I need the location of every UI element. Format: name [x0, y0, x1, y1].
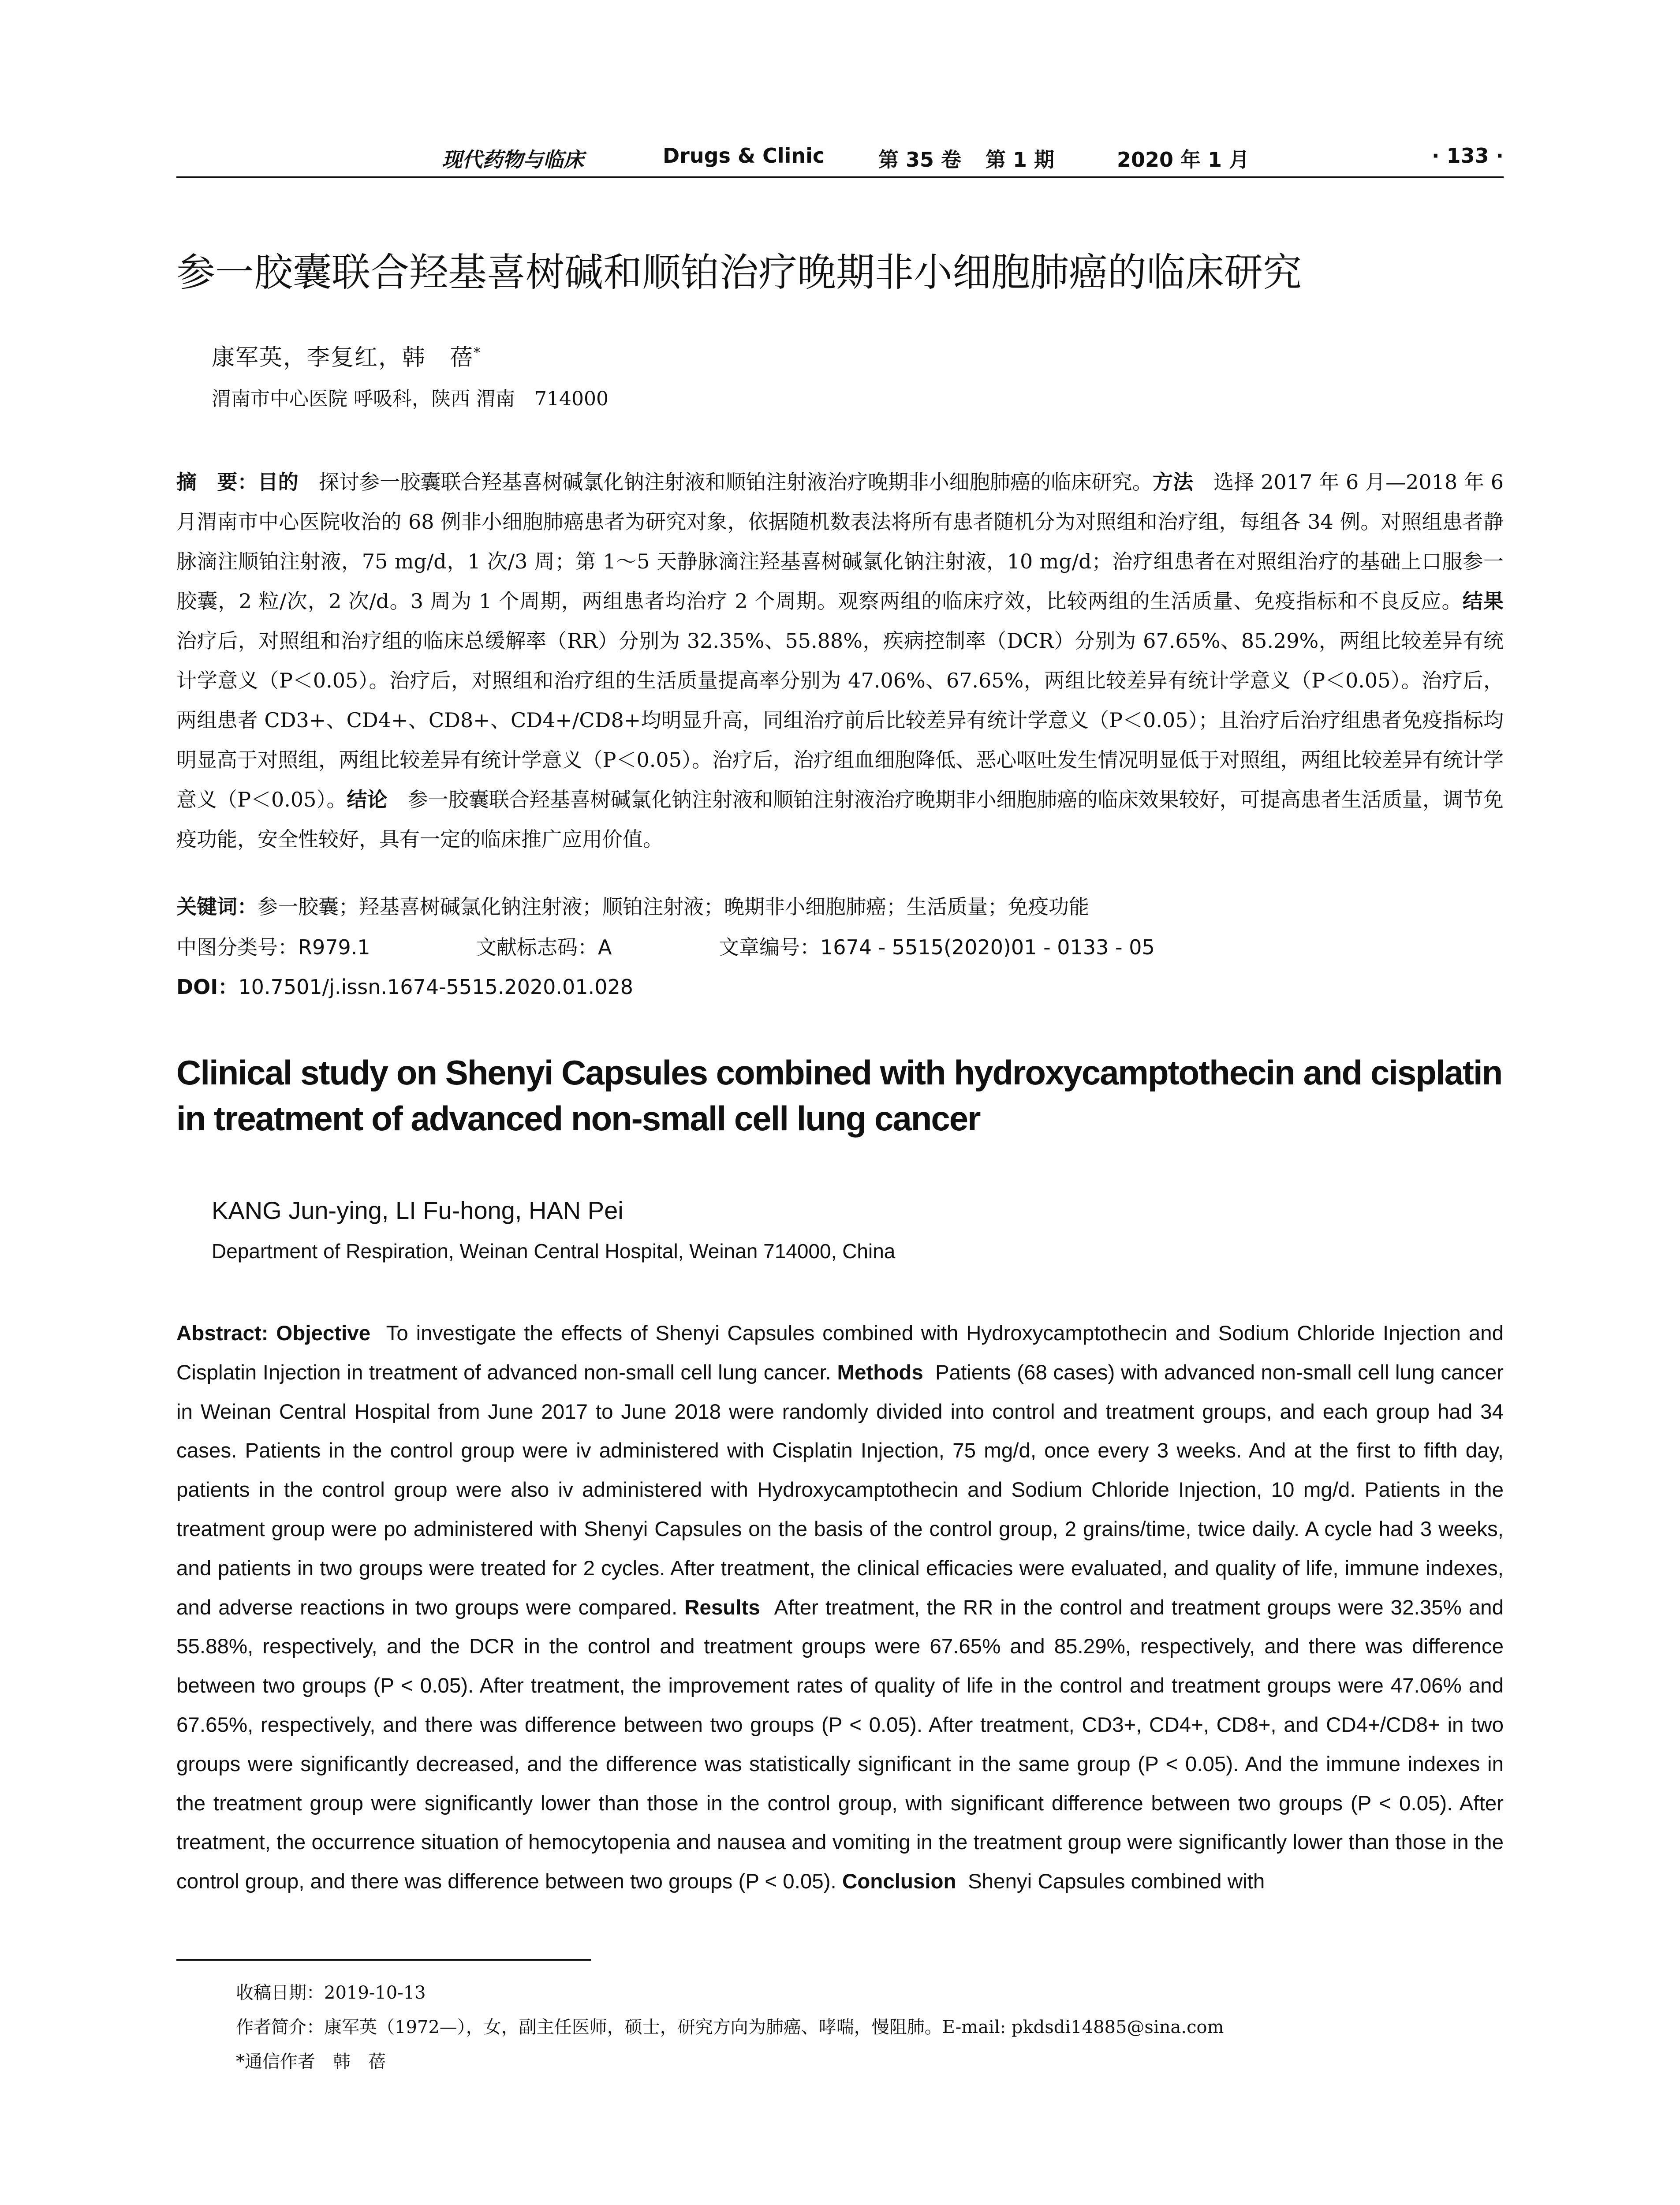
doi-label: DOI：: [176, 975, 239, 999]
conclusion-cn-text: 参一胶囊联合羟基喜树碱氯化钠注射液和顺铂注射液治疗晚期非小细胞肺癌的临床效果较好，可提高患者生活质量，调节免疫功能，安全性较好，具有一定的临床推广应用价值。: [176, 788, 1504, 851]
running-header: [176, 140, 1504, 176]
corresponding-mark: *: [474, 345, 482, 361]
authors-cn-names: 康军英，李复红，韩 蓓: [212, 344, 474, 371]
results-en-label: Results: [684, 1596, 760, 1619]
header-rule: [176, 176, 1504, 178]
authors-cn: [212, 339, 481, 372]
conclusion-en-text: Shenyi Capsules combined with: [967, 1870, 1265, 1894]
clc-number: 中图分类号：R979.1: [176, 935, 370, 959]
results-cn-text: 治疗后，对照组和治疗组的临床总缓解率（RR）分别为 32.35%、55.88%，疾病控制率（DCR）分别为 67.65%、85.29%，两组比较差异有统计学意义（P＜0.05）。治疗后，对照组和治疗组的生活质量提高率分别为 47.06%、67.65%，两组比较差异有统计学意义（P＜0.05）。治疗后，两组患者 CD3+、CD4+、CD8+、CD4+/CD8+均明显升高，同组治疗前后比较差异有统计学意义（P＜0.05）；且治疗后治疗组患者免疫指标均明显高于对照组，两组比较差异有统计学意义（P＜0.05）。治疗后，治疗组血细胞降低、恶心呕吐发生情况明显低于对照组，两组比较差异有统计学意义（P＜0.05）。: [176, 629, 1504, 811]
footnotes: [236, 1976, 1224, 2079]
doi: [176, 971, 633, 1000]
methods-cn-text: 选择 2017 年 6 月—2018 年 6 月渭南市中心医院收治的 68 例非小细胞肺癌患者为研究对象，依据随机数表法将所有患者随机分为对照组和治疗组，每组各 34 例。对照组患者静脉滴注顺铂注射液，75 mg/d，1 次/3 周；第 1～5 天静脉滴注羟基喜树碱氯化钠注射液，10 mg/d；治疗组患者在对照组治疗的基础上口服参一胶囊，2 粒/次，2 次/d。3 周为 1 个周期，两组患者均治疗 2 个周期。观察两组的临床疗效，比较两组的生活质量、免疫指标和不良反应。: [176, 470, 1504, 613]
keywords-cn: [176, 891, 1504, 920]
conclusion-en-label: Conclusion: [842, 1870, 956, 1894]
volume: 第 35 卷: [878, 148, 962, 172]
affiliation-en: Department of Respiration, Weinan Central Hospital, Weinan 714000, China: [212, 1240, 896, 1263]
issue: 第 1 期: [986, 148, 1055, 172]
affiliation-cn: 渭南市中心医院 呼吸科，陕西 渭南 714000: [212, 388, 609, 410]
abstract-cn-label: 摘 要：: [176, 470, 258, 494]
issue-date: 2020 年 1 月: [1117, 148, 1250, 172]
footnote-rule: [176, 1959, 591, 1961]
author-bio: 作者简介：康军英（1972—），女，副主任医师，硕士，研究方向为肺癌、哮喘，慢阻肺。E-mail: pkdsdi14885@sina.com: [236, 2017, 1224, 2037]
page-number: · 133 ·: [1432, 144, 1504, 168]
abstract-en-label: Abstract:: [176, 1322, 269, 1345]
objective-en-text: To investigate the effects of Shenyi Capsules combined with Hydroxycamptothecin and Sodium Chloride Injection and Cisplatin Injection in treatment of advanced non-small cell lung cancer.: [176, 1322, 1504, 1384]
doi-value: 10.7501/j.issn.1674-5515.2020.01.028: [238, 975, 634, 999]
methods-en-label: Methods: [837, 1360, 923, 1384]
corresponding-author: *通信作者 韩 蓓: [236, 2052, 386, 2072]
abstract-en: [176, 1314, 1504, 1902]
keywords-cn-label: 关键词：: [176, 895, 258, 919]
methods-en-text: Patients (68 cases) with advanced non-small cell lung cancer in Weinan Central Hospital from June 2017 to June 2018 were randomly divided into control and treatment groups, and each group had 34 cases. Patients in the control group were iv administered with Cisplatin Injection, 75 mg/d, once every 3 weeks. And at the first to fifth day, patients in the control group were also iv administered with Hydroxycamptothecin and Sodium Chloride Injection, 10 mg/d. Patients in the treatment group were po administered with Shenyi Capsules on the basis of the control group, 2 grains/time, twice daily. A cycle had 3 weeks, and patients in two groups were treated for 2 cycles. After treatment, the clinical efficacies were evaluated, and quality of life, immune indexes, and adverse reactions in two groups were compared.: [176, 1360, 1504, 1619]
title-cn: 参一胶囊联合羟基喜树碱和顺铂治疗晚期非小细胞肺癌的临床研究: [176, 250, 1302, 295]
journal-name-en: Drugs & Clinic: [663, 144, 825, 168]
keywords-cn-text: 参一胶囊；羟基喜树碱氯化钠注射液；顺铂注射液；晚期非小细胞肺癌；生活质量；免疫功能: [258, 895, 1089, 919]
document-code: 文献标志码：A: [476, 935, 612, 959]
title-en: Clinical study on Shenyi Capsules combined with hydroxycamptothecin and cisplatin in treatment of advanced non-small cell lung cancer: [176, 1053, 1502, 1138]
results-en-text: After treatment, the RR in the control and treatment groups were 32.35% and 55.88%, respectively, and the DCR in the control and treatment groups were 67.65% and 85.29%, respectively, and there was difference between two groups (P < 0.05). After treatment, the improvement rates of quality of life in the control and treatment groups were 47.06% and 67.65%, respectively, and there was difference between two groups (P < 0.05). After treatment, CD3+, CD4+, CD8+, and CD4+/CD8+ in two groups were significantly decreased, and the difference was statistically significant in the same group (P < 0.05). And the immune indexes in the treatment group were significantly lower than those in the control group, with significant difference between two groups (P < 0.05). After treatment, the occurrence situation of hemocytopenia and nausea and vomiting in the treatment group were significantly lower than those in the control group, and there was difference between two groups (P < 0.05).: [176, 1596, 1504, 1894]
objective-cn-text: 探讨参一胶囊联合羟基喜树碱氯化钠注射液和顺铂注射液治疗晚期非小细胞肺癌的临床研究。: [318, 470, 1153, 494]
conclusion-cn-label: 结论: [347, 788, 388, 811]
objective-cn-label: 目的: [258, 470, 299, 494]
received-date: 收稿日期：2019-10-13: [236, 1983, 426, 2003]
objective-en-label: Objective: [276, 1322, 371, 1345]
authors-en: KANG Jun-ying, LI Fu-hong, HAN Pei: [212, 1196, 623, 1224]
results-cn-label: 结果: [1462, 589, 1504, 613]
abstract-cn: [176, 462, 1504, 859]
article-number: 文章编号：1674 - 5515(2020)01 - 0133 - 05: [719, 935, 1155, 959]
journal-name-cn: 现代药物与临床: [442, 148, 584, 172]
methods-cn-label: 方法: [1152, 470, 1194, 494]
